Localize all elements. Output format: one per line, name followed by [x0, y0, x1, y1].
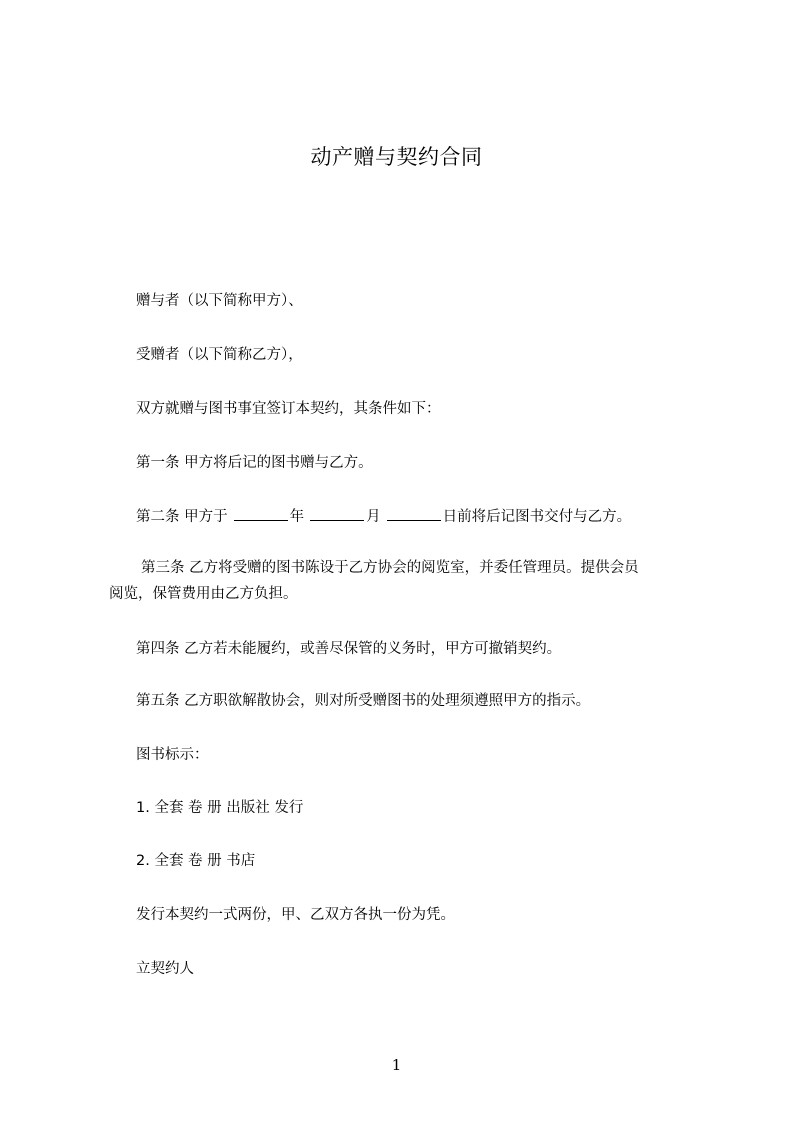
article-2-suffix: 日前将后记图书交付与乙方。 — [442, 509, 632, 525]
day-blank — [387, 506, 441, 521]
book-item-1: 1. 全套 卷 册 出版社 发行 — [136, 800, 304, 816]
article-4: 第四条 乙方若未能履约，或善尽保管的义务时，甲方可撤销契约。 — [136, 641, 562, 657]
month-blank — [310, 506, 364, 521]
article-2-month: 月 — [366, 509, 381, 525]
signatory-line: 立契约人 — [136, 961, 194, 977]
page-number: 1 — [391, 1056, 402, 1074]
article-2-prefix: 第二条 甲方于 — [136, 509, 228, 525]
books-label: 图书标示： — [136, 747, 209, 763]
article-3-line-1: 第三条 乙方将受赠的图书陈设于乙方协会的阅览室，并委任管理员。提供会员 — [141, 560, 639, 576]
article-3-line-2: 阅览，保管费用由乙方负担。 — [109, 586, 298, 602]
donee-line: 受赠者（以下简称乙方）， — [136, 347, 303, 363]
article-5: 第五条 乙方职欲解散协会，则对所受赠图书的处理须遵照甲方的指示。 — [136, 693, 591, 709]
donor-line: 赠与者（以下简称甲方）、 — [136, 293, 303, 309]
book-item-2: 2. 全套 卷 册 书店 — [136, 853, 256, 869]
document-title: 动产赠与契约合同 — [310, 145, 483, 169]
article-2-year: 年 — [289, 509, 305, 525]
article-1: 第一条 甲方将后记的图书赠与乙方。 — [136, 455, 373, 471]
year-blank — [234, 506, 288, 521]
article-2 — [136, 506, 631, 528]
intro-line: 双方就赠与图书事宜签订本契约，其条件如下： — [136, 401, 441, 417]
copies-line: 发行本契约一式两份，甲、乙双方各执一份为凭。 — [136, 907, 455, 923]
